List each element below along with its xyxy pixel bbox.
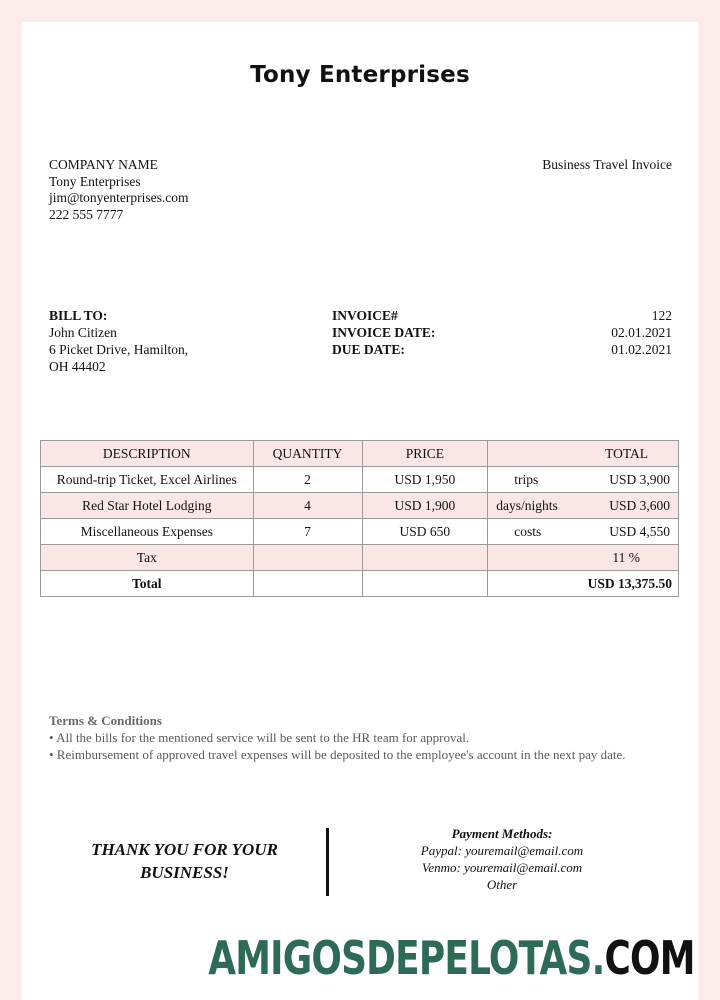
company-email: jim@tonyenterprises.com bbox=[49, 190, 189, 205]
row-total-cell bbox=[488, 467, 679, 493]
grand-total-value: USD 13,375.50 bbox=[587, 575, 672, 591]
tax-row bbox=[41, 545, 679, 571]
bill-to-address-line1: 6 Picket Drive, Hamilton, bbox=[49, 342, 189, 357]
terms-line-2: • Reimbursement of approved travel expenses will be deposited to the employee's account in the next pay date. bbox=[49, 747, 626, 762]
payment-methods-block bbox=[382, 825, 622, 893]
invoice-meta-labels bbox=[332, 307, 435, 358]
row-total-cell bbox=[488, 493, 679, 519]
grand-empty-price bbox=[362, 571, 488, 597]
header-quantity: QUANTITY bbox=[253, 441, 362, 467]
grand-empty-quantity bbox=[253, 571, 362, 597]
terms-block bbox=[49, 712, 679, 763]
watermark-main: AMIGOSDEPELOTAS bbox=[208, 931, 592, 985]
thank-you-line-2: BUSINESS! bbox=[140, 863, 229, 882]
row-unit: days/nights bbox=[496, 497, 558, 513]
row-quantity: 2 bbox=[253, 467, 362, 493]
tax-value: 11 % bbox=[612, 549, 640, 565]
row-price: USD 1,950 bbox=[362, 467, 488, 493]
thank-you-message bbox=[62, 838, 307, 884]
row-price: USD 650 bbox=[362, 519, 488, 545]
row-description: Miscellaneous Expenses bbox=[41, 519, 254, 545]
due-date: 01.02.2021 bbox=[611, 342, 672, 357]
row-total: USD 3,600 bbox=[609, 497, 670, 513]
document-type: Business Travel Invoice bbox=[542, 157, 672, 172]
table-header-row bbox=[41, 441, 679, 467]
row-quantity: 7 bbox=[253, 519, 362, 545]
header-price: PRICE bbox=[362, 441, 488, 467]
header-total-label: TOTAL bbox=[605, 445, 648, 461]
line-items-table bbox=[40, 440, 679, 597]
invoice-date: 02.01.2021 bbox=[611, 325, 672, 340]
watermark-logo bbox=[208, 931, 695, 985]
grand-total-label: Total bbox=[41, 571, 254, 597]
grand-total-row bbox=[41, 571, 679, 597]
company-phone: 222 555 7777 bbox=[49, 206, 124, 222]
row-unit: trips bbox=[514, 471, 539, 487]
header-description: DESCRIPTION bbox=[41, 441, 254, 467]
thank-you-line-1: THANK YOU FOR YOUR bbox=[91, 840, 278, 859]
header-total bbox=[488, 441, 679, 467]
invoice-number: 122 bbox=[651, 308, 672, 323]
page-title: Tony Enterprises bbox=[250, 62, 470, 88]
table-row bbox=[41, 467, 679, 493]
invoice-page bbox=[22, 22, 698, 1000]
table-row bbox=[41, 493, 679, 519]
grand-total-cell bbox=[488, 571, 679, 597]
invoice-number-label: INVOICE# bbox=[332, 308, 398, 323]
row-total-cell bbox=[488, 519, 679, 545]
bill-to-address-line2: OH 44402 bbox=[49, 359, 106, 374]
row-quantity: 4 bbox=[253, 493, 362, 519]
invoice-meta-values bbox=[611, 307, 672, 358]
watermark-tld: COM bbox=[604, 931, 695, 985]
payment-paypal: Paypal: youremail@email.com bbox=[420, 843, 584, 858]
bill-to-name: John Citizen bbox=[49, 325, 117, 340]
payment-heading: Payment Methods: bbox=[451, 826, 553, 841]
tax-empty-quantity bbox=[253, 545, 362, 571]
terms-line-1: • All the bills for the mentioned service will be sent to the HR team for approval. bbox=[49, 730, 470, 745]
payment-venmo: Venmo: youremail@email.com bbox=[421, 860, 583, 875]
row-total: USD 3,900 bbox=[609, 471, 670, 487]
row-unit: costs bbox=[514, 523, 542, 539]
company-label: COMPANY NAME bbox=[49, 157, 158, 172]
row-price: USD 1,900 bbox=[362, 493, 488, 519]
company-name: Tony Enterprises bbox=[49, 173, 141, 189]
vertical-divider bbox=[326, 828, 329, 896]
tax-value-cell bbox=[488, 545, 679, 571]
table-row bbox=[41, 519, 679, 545]
company-block bbox=[49, 157, 189, 223]
due-date-label: DUE DATE: bbox=[332, 342, 405, 357]
invoice-date-label: INVOICE DATE: bbox=[332, 325, 436, 340]
bill-to-label: BILL TO: bbox=[49, 308, 108, 323]
tax-empty-price bbox=[362, 545, 488, 571]
bill-to-block bbox=[49, 307, 188, 375]
row-description: Red Star Hotel Lodging bbox=[41, 493, 254, 519]
tax-label: Tax bbox=[41, 545, 254, 571]
payment-other: Other bbox=[486, 877, 518, 892]
row-total: USD 4,550 bbox=[609, 523, 670, 539]
terms-heading: Terms & Conditions bbox=[49, 713, 162, 728]
watermark-dot: . bbox=[591, 931, 605, 985]
row-description: Round-trip Ticket, Excel Airlines bbox=[41, 467, 254, 493]
